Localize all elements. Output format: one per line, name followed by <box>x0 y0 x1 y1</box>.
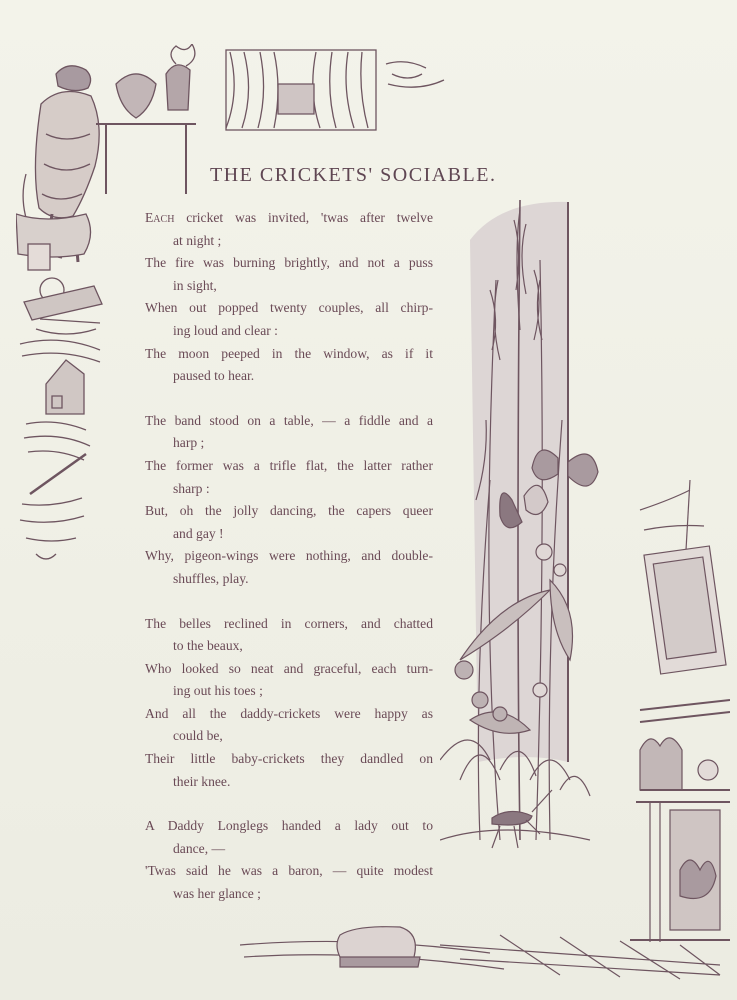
poem-line: Who looked so neat and graceful, each turn- <box>145 660 433 676</box>
poem-title: THE CRICKETS' SOCIABLE. <box>210 164 497 186</box>
poem-line: Why, pigeon-wings were nothing, and double- <box>145 548 433 564</box>
poem-line: in sight, <box>173 277 217 293</box>
poem-line: The fire was burning brightly, and not a puss <box>145 255 433 271</box>
poem-line: 'Twas said he was a baron, — quite modest <box>145 863 433 879</box>
poem-line: could be, <box>173 728 223 744</box>
poem-line <box>145 207 433 230</box>
line-text: cricket was invited, 'twas after twelve <box>174 210 433 225</box>
poem-line: ing loud and clear : <box>173 322 278 338</box>
poem-line: Their little baby-crickets they dandled on <box>145 751 433 767</box>
grass-butterfly-illustration <box>440 200 605 890</box>
poem-body <box>145 207 433 928</box>
poem-line: harp ; <box>173 435 205 451</box>
poem-line: was her glance ; <box>173 886 261 902</box>
poem-line: shuffles, play. <box>173 570 249 586</box>
poem-line: ing out his toes ; <box>173 683 263 699</box>
poem-line: sharp : <box>173 480 210 496</box>
poem-line: and gay ! <box>173 525 224 541</box>
stanza <box>145 613 433 794</box>
poem-line: at night ; <box>173 232 222 248</box>
poem-line: A Daddy Longlegs handed a lady out to <box>145 818 433 834</box>
poem-line: paused to hear. <box>173 368 255 384</box>
poem-line: their knee. <box>173 773 231 789</box>
stanza <box>145 815 433 905</box>
poem-line: And all the daddy-crickets were happy as <box>145 705 433 721</box>
stanza <box>145 207 433 388</box>
poem-line: dance, — <box>173 840 226 856</box>
poem-line: The band stood on a table, — a fiddle and a <box>145 412 433 428</box>
poem-line: When out popped twenty couples, all chirp- <box>145 300 433 316</box>
poem-line: But, oh the jolly dancing, the capers queer <box>145 503 433 519</box>
poem-line: The moon peeped in the window, as if it <box>145 345 433 361</box>
stanza <box>145 410 433 591</box>
poem-line: The belles reclined in corners, and chatted <box>145 615 433 631</box>
poem-line: The former was a trifle flat, the latter rather <box>145 457 433 473</box>
floor-cushion-illustration <box>240 915 730 985</box>
poem-line: to the beaux, <box>173 638 243 654</box>
drop-word: Each <box>145 210 175 225</box>
mantelpiece-illustration <box>630 470 730 950</box>
